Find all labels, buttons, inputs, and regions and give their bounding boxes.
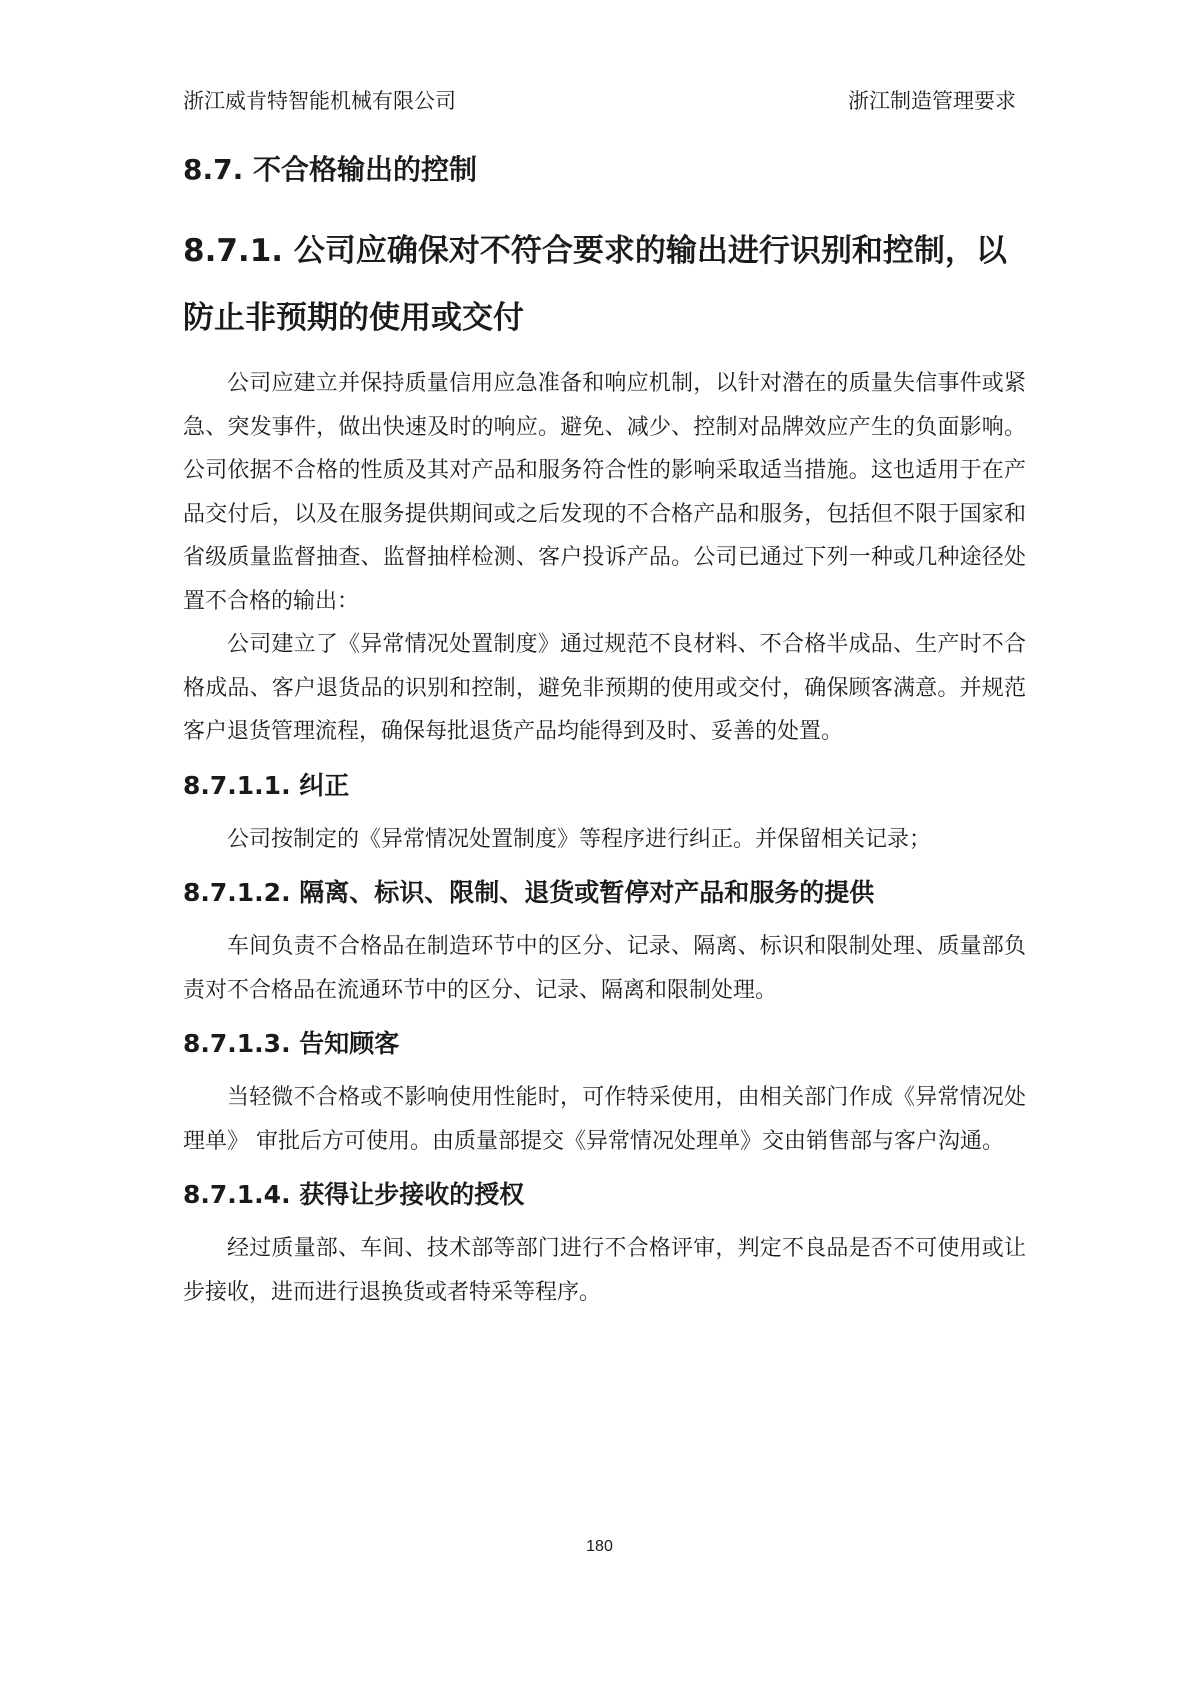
page-header	[183, 86, 1016, 116]
section-8-7-1-paragraph-2: 公司建立了《异常情况处置制度》通过规范不良材料、不合格半成品、生产时不合格成品、客户退货品的识别和控制，避免非预期的使用或交付，确保顾客满意。并规范客户退货管理流程，确保每批退货产品均能得到及时、妥善的处置。	[183, 632, 1026, 744]
page-number: 180	[586, 1538, 613, 1555]
header-doc-title: 浙江制造管理要求	[848, 89, 1016, 113]
page-content	[183, 150, 1026, 1314]
section-8-7-1-3-heading: 8.7.1.3. 告知顾客	[183, 1029, 400, 1058]
section-8-7-1-3-paragraph: 当轻微不合格或不影响使用性能时，可作特采使用，由相关部门作成《异常情况处理单》 审批后方可使用。由质量部提交《异常情况处理单》交由销售部与客户沟通。	[183, 1085, 1026, 1154]
section-8-7-1-2-paragraph: 车间负责不合格品在制造环节中的区分、记录、隔离、标识和限制处理、质量部负责对不合格品在流通环节中的区分、记录、隔离和限制处理。	[183, 934, 1026, 1003]
section-8-7-1-4-heading: 8.7.1.4. 获得让步接收的授权	[183, 1180, 525, 1209]
section-8-7-1-1-heading: 8.7.1.1. 纠正	[183, 770, 350, 800]
section-8-7-1-1-paragraph: 公司按制定的《异常情况处置制度》等程序进行纠正。并保留相关记录；	[227, 826, 932, 852]
section-8-7-1-2-heading: 8.7.1.2. 隔离、标识、限制、退货或暂停对产品和服务的提供	[183, 878, 875, 907]
section-8-7-1-paragraph-1: 公司应建立并保持质量信用应急准备和响应机制，以针对潜在的质量失信事件或紧急、突发事件，做出快速及时的响应。避免、减少、控制对品牌效应产生的负面影响。公司依据不合格的性质及其对产品和服务符合性的影响采取适当措施。这也适用于在产品交付后，以及在服务提供期间或之后发现的不合格产品和服务，包括但不限于国家和省级质量监督抽查、监督抽样检测、客户投诉产品。公司已通过下列一种或几种途径处置不合格的输出：	[183, 371, 1026, 614]
section-8-7-1-4-paragraph: 经过质量部、车间、技术部等部门进行不合格评审，判定不良品是否不可使用或让步接收，进而进行退换货或者特采等程序。	[183, 1236, 1026, 1305]
section-8-7-1-heading: 8.7.1. 公司应确保对不符合要求的输出进行识别和控制，以防止非预期的使用或交付	[183, 233, 1007, 336]
header-company: 浙江威肯特智能机械有限公司	[183, 89, 456, 113]
section-8-7-heading: 8.7. 不合格输出的控制	[183, 153, 477, 186]
